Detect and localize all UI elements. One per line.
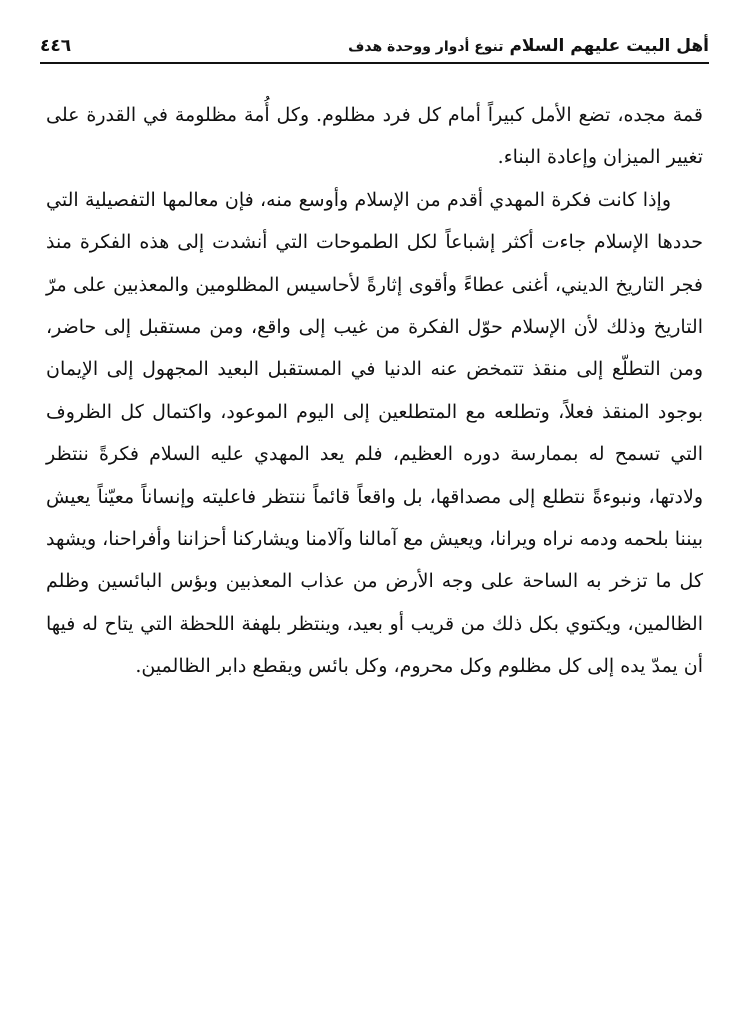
page-body <box>46 94 703 688</box>
header-divider <box>40 62 709 64</box>
paragraph-main: وإذا كانت فكرة المهدي أقدم من الإسلام وأوسع منه، فإن معالمها التفصيلية التي حددها الإسلام جاءت أكثر إشباعاً لكل الطموحات التي أنشدت إلى هذه الفكرة منذ فجر التاريخ الديني، أغنى عطاءً وأقوى إثارةً لأحاسيس المظلومين والمعذبين على مرّ التاريخ وذلك لأن الإسلام حوّل الفكرة من غيب إلى واقع، ومن مستقبل إلى حاضر، ومن التطلّع إلى منقذ تتمخض عنه الدنيا في المستقبل البعيد المجهول إلى الإيمان بوجود المنقذ فعلاً، وتطلعه مع المتطلعين إلى اليوم الموعود، واكتمال كل الظروف التي تسمح له بممارسة دوره العظيم، فلم يعد المهدي عليه السلام فكرةً ننتظر ولادتها، ونبوءةً نتطلع إلى مصداقها، بل واقعاً قائماً ننتظر فاعليته وإنساناً معيّناً يعيش بيننا بلحمه ودمه نراه ويرانا، ويعيش مع آمالنا وآلامنا ويشاركنا أحزاننا وأفراحنا، ويشهد كل ما تزخر به الساحة على وجه الأرض من عذاب المعذبين وبؤس البائسين وظلم الظالمين، ويكتوي بكل ذلك من قريب أو بعيد، وينتظر بلهفة اللحظة التي يتاح له فيها أن يمدّ يده إلى كل مظلوم وكل محروم، وكل بائس ويقطع دابر الظالمين. <box>45 188 703 678</box>
page-number: ٤٤٦ <box>40 36 72 56</box>
page-header <box>40 34 709 64</box>
book-title: أهل البيت عليهم السلام <box>509 36 709 56</box>
book-subtitle: تنوع أدوار ووحدة هدف <box>348 39 504 55</box>
running-title <box>348 34 709 59</box>
paragraph-continuation: قمة مجده، تضع الأمل كبيراً أمام كل فرد مظلوم. وكل أُمة مظلومة في القدرة على تغيير الميزان وإعادة البناء. <box>46 104 703 169</box>
